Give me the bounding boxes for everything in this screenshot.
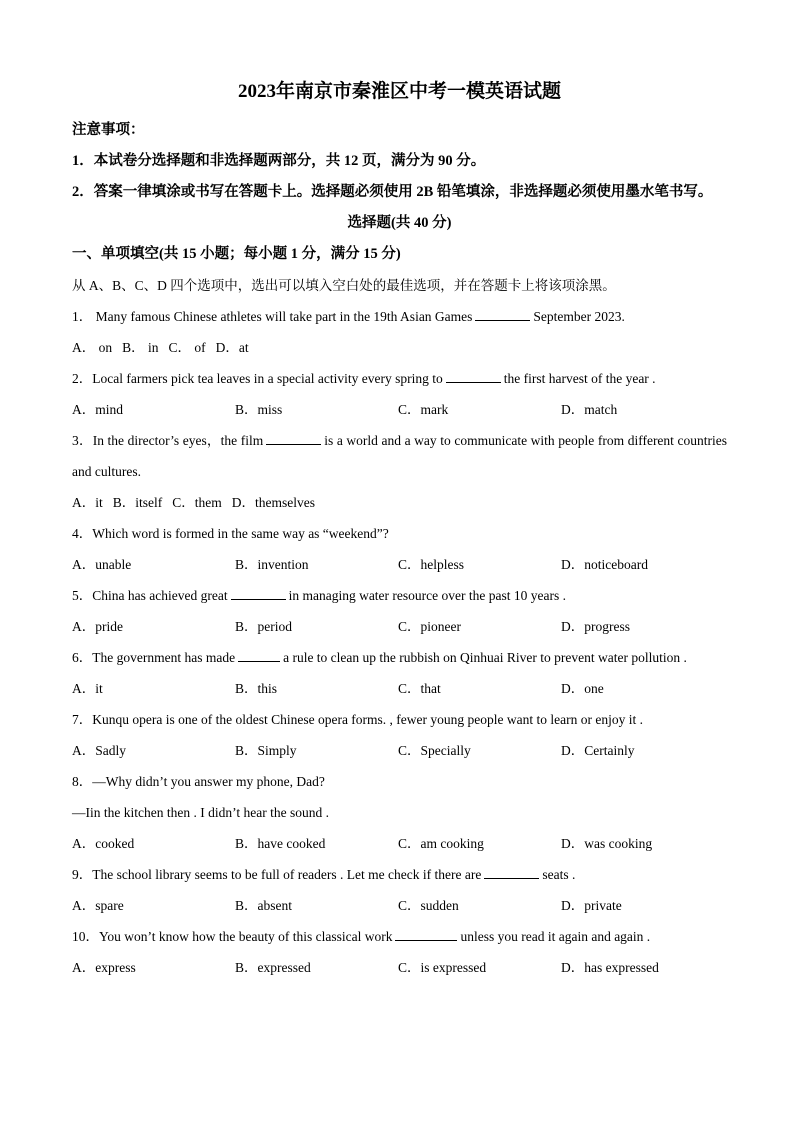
question-8-reply bbox=[72, 797, 727, 828]
question-10 bbox=[72, 921, 727, 952]
answer-blank bbox=[231, 587, 286, 600]
option-d: D．was cooking bbox=[561, 836, 653, 851]
option-b: B．expressed bbox=[235, 960, 311, 975]
question-text: Local farmers pick tea leaves in a special activity every spring to bbox=[92, 371, 443, 386]
option-a: A． on bbox=[72, 340, 113, 355]
option-c: C．mark bbox=[398, 402, 449, 417]
option-b: B．invention bbox=[235, 557, 309, 572]
question-text: You won’t know how the beauty of this classical work bbox=[99, 929, 393, 944]
part-instruction: 从 A、B、C、D 四个选项中，选出可以填入空白处的最佳选项，并在答题卡上将该项涂黑。 bbox=[72, 278, 616, 293]
option-a: A．express bbox=[72, 960, 136, 975]
question-number: 5． bbox=[72, 588, 93, 603]
option-b: B．have cooked bbox=[235, 836, 326, 851]
option-c: C．that bbox=[398, 681, 441, 696]
option-b: B． in bbox=[122, 340, 159, 355]
question-text: Kunqu opera is one of the oldest Chinese opera forms. , fewer young people want to learn or enjoy it . bbox=[92, 712, 643, 727]
option-d: D．at bbox=[215, 340, 249, 355]
answer-blank bbox=[395, 928, 457, 941]
question-text: —Why didn’t you answer my phone, Dad? bbox=[92, 774, 325, 789]
option-c: C．helpless bbox=[398, 557, 464, 572]
options-7 bbox=[72, 735, 727, 766]
question-text: September 2023. bbox=[533, 309, 625, 324]
question-number: 8． bbox=[72, 774, 93, 789]
question-text: The school library seems to be full of readers . Let me check if there are bbox=[92, 867, 482, 882]
part-title: 一、单项填空(共 15 小题；每小题 1 分，满分 15 分) bbox=[72, 246, 401, 262]
answer-blank bbox=[238, 649, 280, 662]
option-d: D．private bbox=[561, 898, 622, 913]
question-text: a rule to clean up the rubbish on Qinhuai River to prevent water pollution . bbox=[283, 650, 687, 665]
question-text: The government has made bbox=[92, 650, 236, 665]
option-b: B．Simply bbox=[235, 743, 297, 758]
option-d: D．match bbox=[561, 402, 618, 417]
question-text: unless you read it again and again . bbox=[460, 929, 651, 944]
option-c: C．pioneer bbox=[398, 619, 461, 634]
question-2 bbox=[72, 363, 727, 394]
option-a: A．Sadly bbox=[72, 743, 126, 758]
question-text: the first harvest of the year . bbox=[503, 371, 656, 386]
question-number: 7． bbox=[72, 712, 93, 727]
option-c: C．Specially bbox=[398, 743, 471, 758]
question-5 bbox=[72, 580, 727, 611]
question-text: Which word is formed in the same way as “weekend”? bbox=[92, 526, 389, 541]
option-d: D．one bbox=[561, 681, 604, 696]
option-c: C．sudden bbox=[398, 898, 459, 913]
option-a: A．mind bbox=[72, 402, 124, 417]
section-title: 选择题(共 40 分) bbox=[347, 215, 452, 231]
note-item-1: 1．本试卷分选择题和非选择题两部分，共 12 页，满分为 90 分。 bbox=[72, 153, 486, 169]
options-8 bbox=[72, 828, 727, 859]
notes-heading: 注意事项： bbox=[72, 122, 145, 138]
option-d: D．progress bbox=[561, 619, 630, 634]
option-b: B．miss bbox=[235, 402, 283, 417]
option-a: A．unable bbox=[72, 557, 132, 572]
exam-title: 2023年南京市秦淮区中考一模英语试题 bbox=[237, 81, 561, 102]
option-d: D．Certainly bbox=[561, 743, 635, 758]
question-number: 1． bbox=[72, 309, 93, 324]
answer-blank bbox=[484, 866, 539, 879]
question-text: In the director’s eyes，the film bbox=[92, 433, 264, 448]
option-b: B．period bbox=[235, 619, 292, 634]
note-item-2: 2．答案一律填涂或书写在答题卡上。选择题必须使用 2B 铅笔填涂，非选择题必须使用墨水笔书写。 bbox=[72, 184, 713, 200]
question-number: 9． bbox=[72, 867, 93, 882]
answer-blank bbox=[446, 370, 501, 383]
exam-page bbox=[72, 78, 727, 983]
options-3 bbox=[72, 487, 727, 518]
question-6 bbox=[72, 642, 727, 673]
question-number: 6． bbox=[72, 650, 93, 665]
question-text: seats . bbox=[542, 867, 576, 882]
option-d: D．has expressed bbox=[561, 960, 659, 975]
answer-blank bbox=[475, 308, 530, 321]
question-7 bbox=[72, 704, 727, 735]
options-1 bbox=[72, 332, 727, 363]
option-c: C． of bbox=[168, 340, 206, 355]
options-10 bbox=[72, 952, 727, 983]
question-9 bbox=[72, 859, 727, 890]
option-a: A．cooked bbox=[72, 836, 135, 851]
options-4 bbox=[72, 549, 727, 580]
options-2 bbox=[72, 394, 727, 425]
options-9 bbox=[72, 890, 727, 921]
question-text: —Iin the kitchen then . I didn’t hear the sound . bbox=[72, 805, 329, 820]
question-number: 2． bbox=[72, 371, 93, 386]
options-6 bbox=[72, 673, 727, 704]
option-c: C．them bbox=[172, 495, 222, 510]
question-number: 10． bbox=[72, 929, 99, 944]
options-5 bbox=[72, 611, 727, 642]
option-b: B．this bbox=[235, 681, 278, 696]
option-a: A．spare bbox=[72, 898, 124, 913]
question-4 bbox=[72, 518, 727, 549]
question-text: Many famous Chinese athletes will take part in the 19th Asian Games bbox=[95, 309, 473, 324]
question-text: China has achieved great bbox=[92, 588, 228, 603]
question-1 bbox=[72, 301, 727, 332]
question-number: 3． bbox=[72, 433, 93, 448]
question-text: is a world and a way to communicate with people from different countries and cultures. bbox=[72, 433, 728, 479]
question-3 bbox=[72, 425, 727, 487]
question-number: 4． bbox=[72, 526, 93, 541]
question-8 bbox=[72, 766, 727, 797]
option-c: C．am cooking bbox=[398, 836, 484, 851]
option-a: A．it bbox=[72, 495, 103, 510]
option-b: B．absent bbox=[235, 898, 292, 913]
option-c: C．is expressed bbox=[398, 960, 487, 975]
question-text: in managing water resource over the past 10 years . bbox=[288, 588, 566, 603]
option-b: B．itself bbox=[112, 495, 163, 510]
option-a: A．it bbox=[72, 681, 103, 696]
option-d: D．noticeboard bbox=[561, 557, 648, 572]
option-a: A．pride bbox=[72, 619, 123, 634]
answer-blank bbox=[266, 432, 321, 445]
option-d: D．themselves bbox=[231, 495, 316, 510]
